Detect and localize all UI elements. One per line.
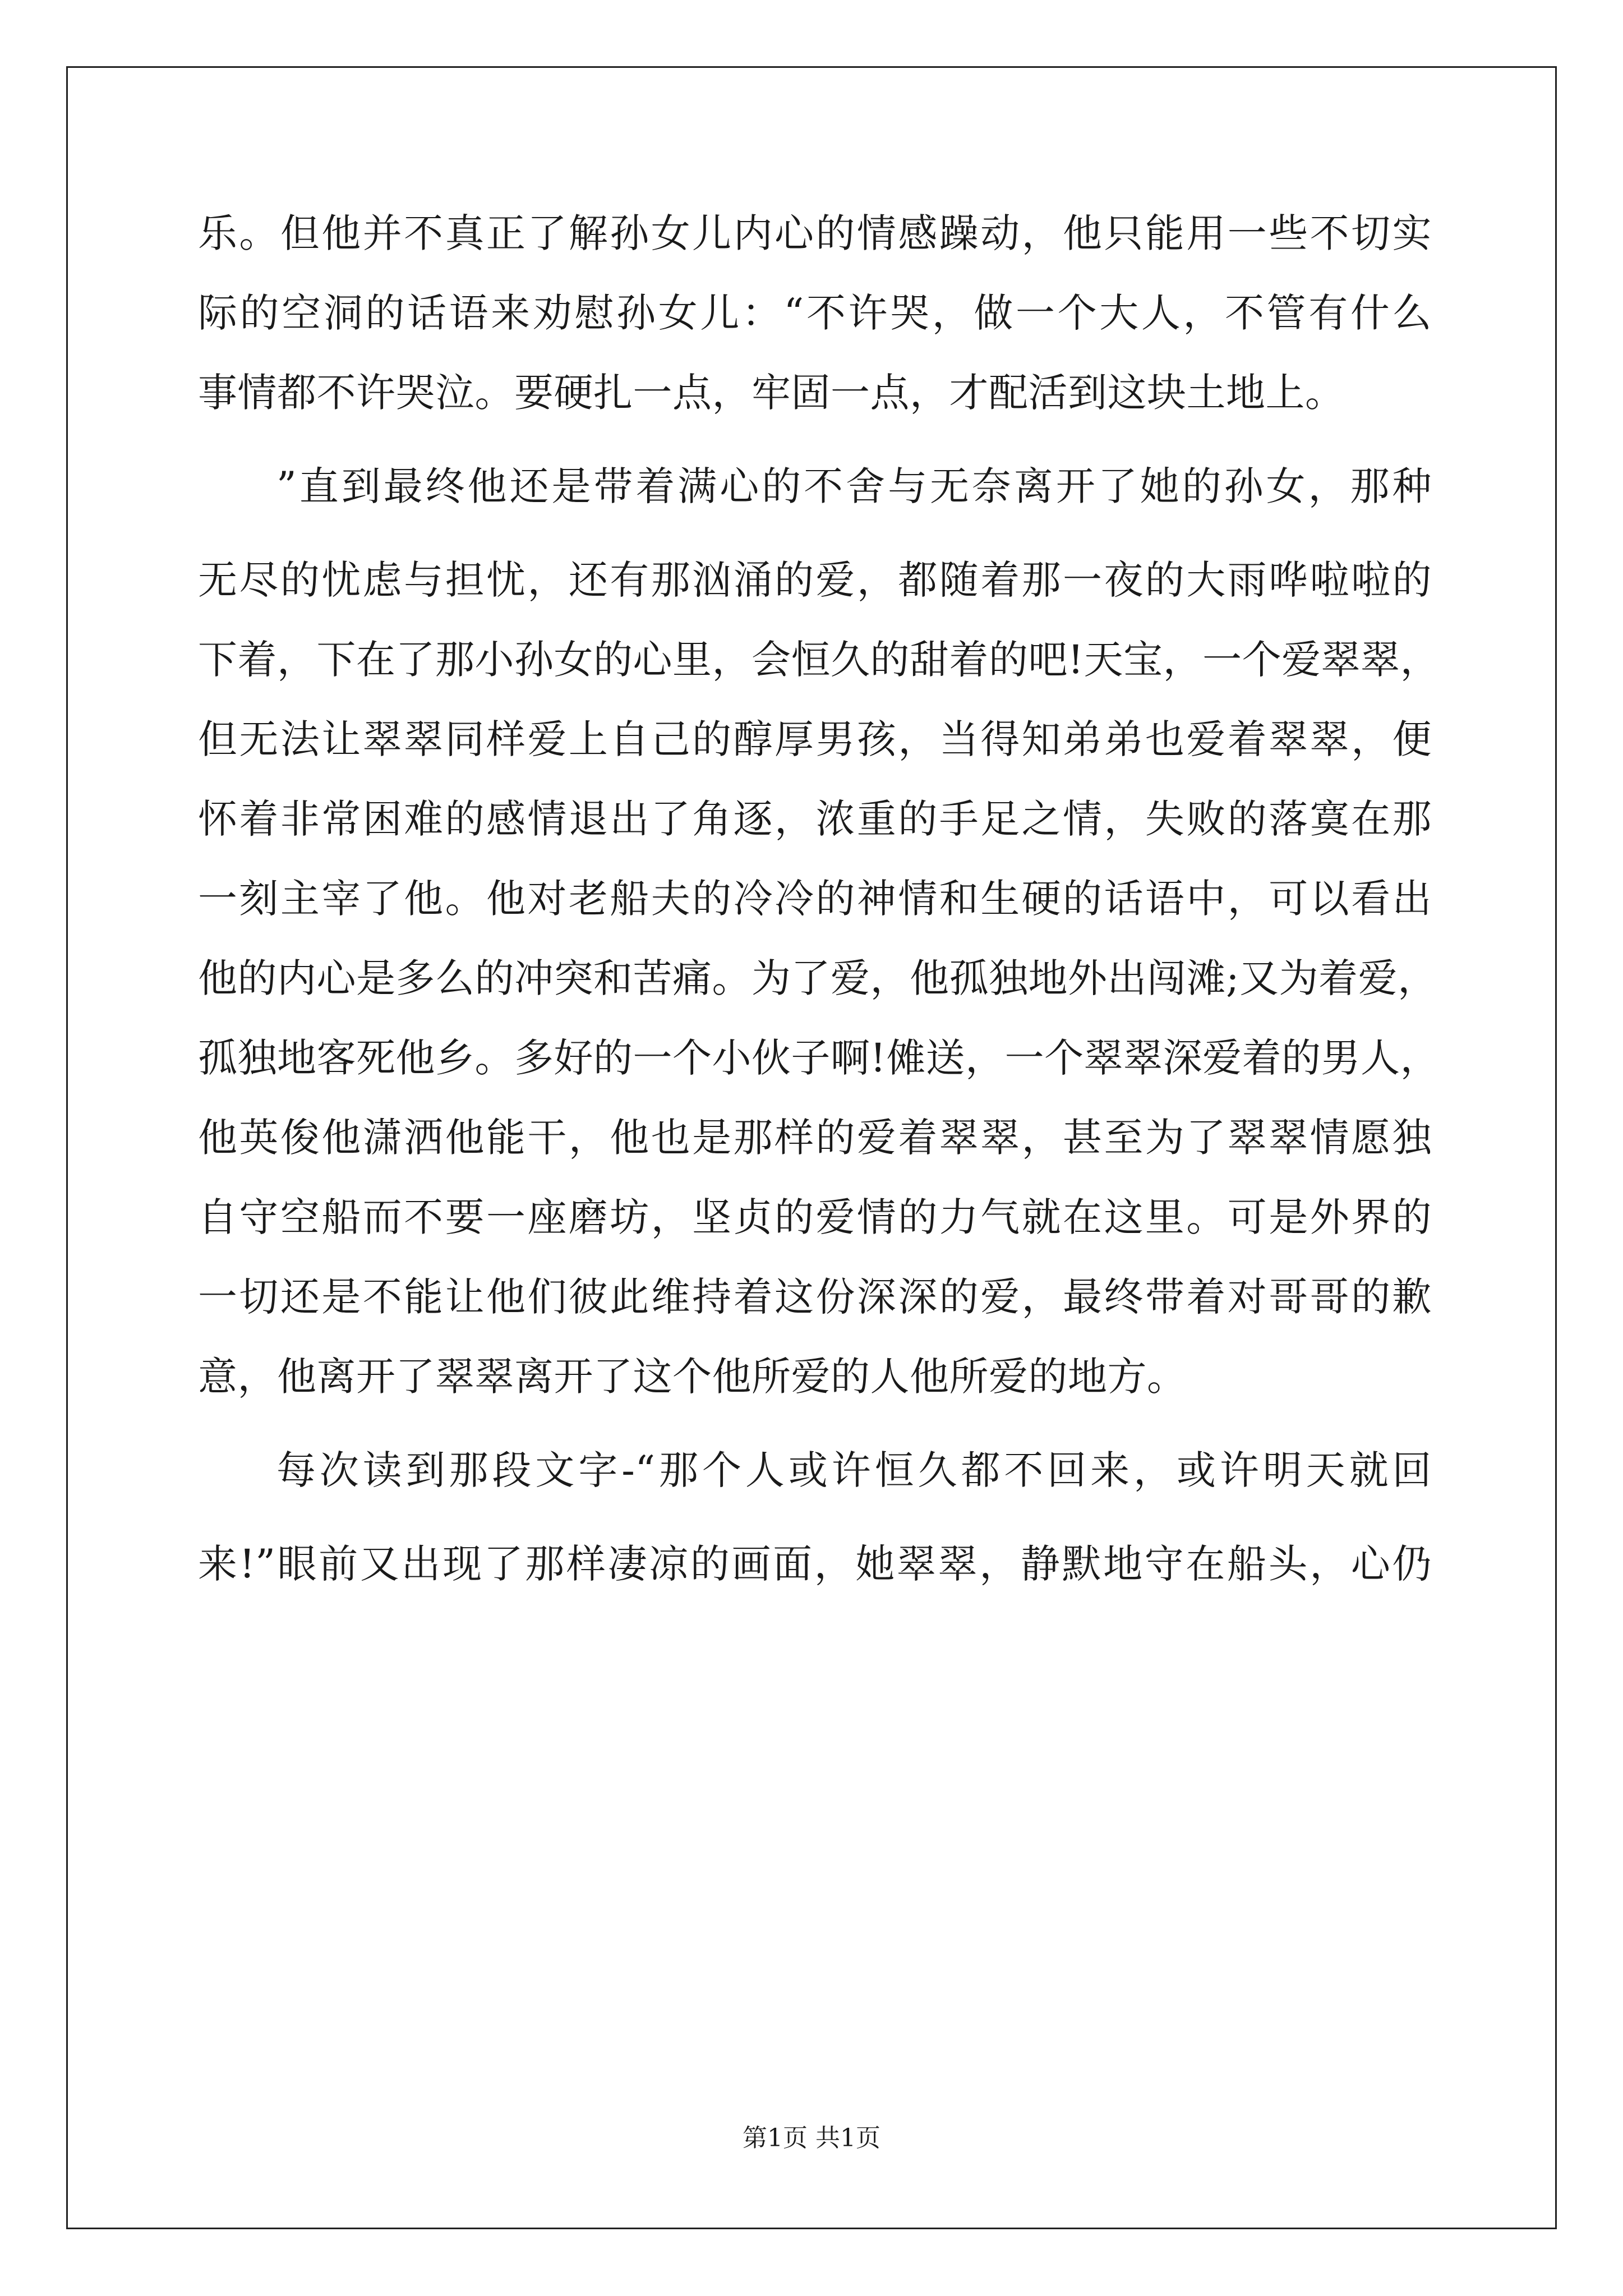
text-line: 无尽的忧虑与担忧，还有那汹涌的爱，都随着那一夜的大雨哗啦啦的: [198, 557, 1432, 603]
page-number: 第1页 共1页: [743, 2124, 880, 2152]
text-line: 来!”眼前又出现了那样凄凉的画面，她翠翠，静默地守在船头，心仍: [198, 1541, 1432, 1587]
text-line: 下着，下在了那小孙女的心里，会恒久的甜着的吧!天宝，一个爱翠翠，: [198, 637, 1440, 683]
text-line: 他英俊他潇洒他能干，他也是那样的爱着翠翠，甚至为了翠翠情愿独: [198, 1115, 1432, 1161]
text-line: 事情都不许哭泣。要硬扎一点，牢固一点，才配活到这块土地上。: [198, 370, 1345, 416]
text-line: 意，他离开了翠翠离开了这个他所爱的人他所爱的地方。: [198, 1354, 1187, 1400]
text-line: 乐。但他并不真正了解孙女儿内心的情感躁动，他只能用一些不切实: [198, 210, 1432, 256]
text-line: 每次读到那段文字-“那个人或许恒久都不回来，或许明天就回: [276, 1447, 1432, 1493]
body-text: [198, 194, 1440, 1604]
text-line: ”直到最终他还是带着满心的不舍与无奈离开了她的孙女，那种: [276, 463, 1432, 509]
text-line: 怀着非常困难的感情退出了角逐，浓重的手足之情，失败的落寞在那: [198, 796, 1432, 842]
text-line: 孤独地客死他乡。多好的一个小伙子啊!傩送，一个翠翠深爱着的男人，: [198, 1035, 1440, 1081]
text-line: 但无法让翠翠同样爱上自己的醇厚男孩，当得知弟弟也爱着翠翠，便: [198, 716, 1432, 762]
text-line: 际的空洞的话语来劝慰孙女儿：“不许哭，做一个大人，不管有什么: [198, 290, 1432, 336]
text-line: 他的内心是多么的冲突和苦痛。为了爱，他孤独地外出闯滩;又为着爱，: [198, 955, 1437, 1001]
text-line: 一刻主宰了他。他对老船夫的冷冷的神情和生硬的话语中，可以看出: [198, 876, 1432, 922]
text-line: 自守空船而不要一座磨坊，坚贞的爱情的力气就在这里。可是外界的: [198, 1194, 1432, 1240]
text-line: 一切还是不能让他们彼此维持着这份深深的爱，最终带着对哥哥的歉: [198, 1274, 1432, 1320]
